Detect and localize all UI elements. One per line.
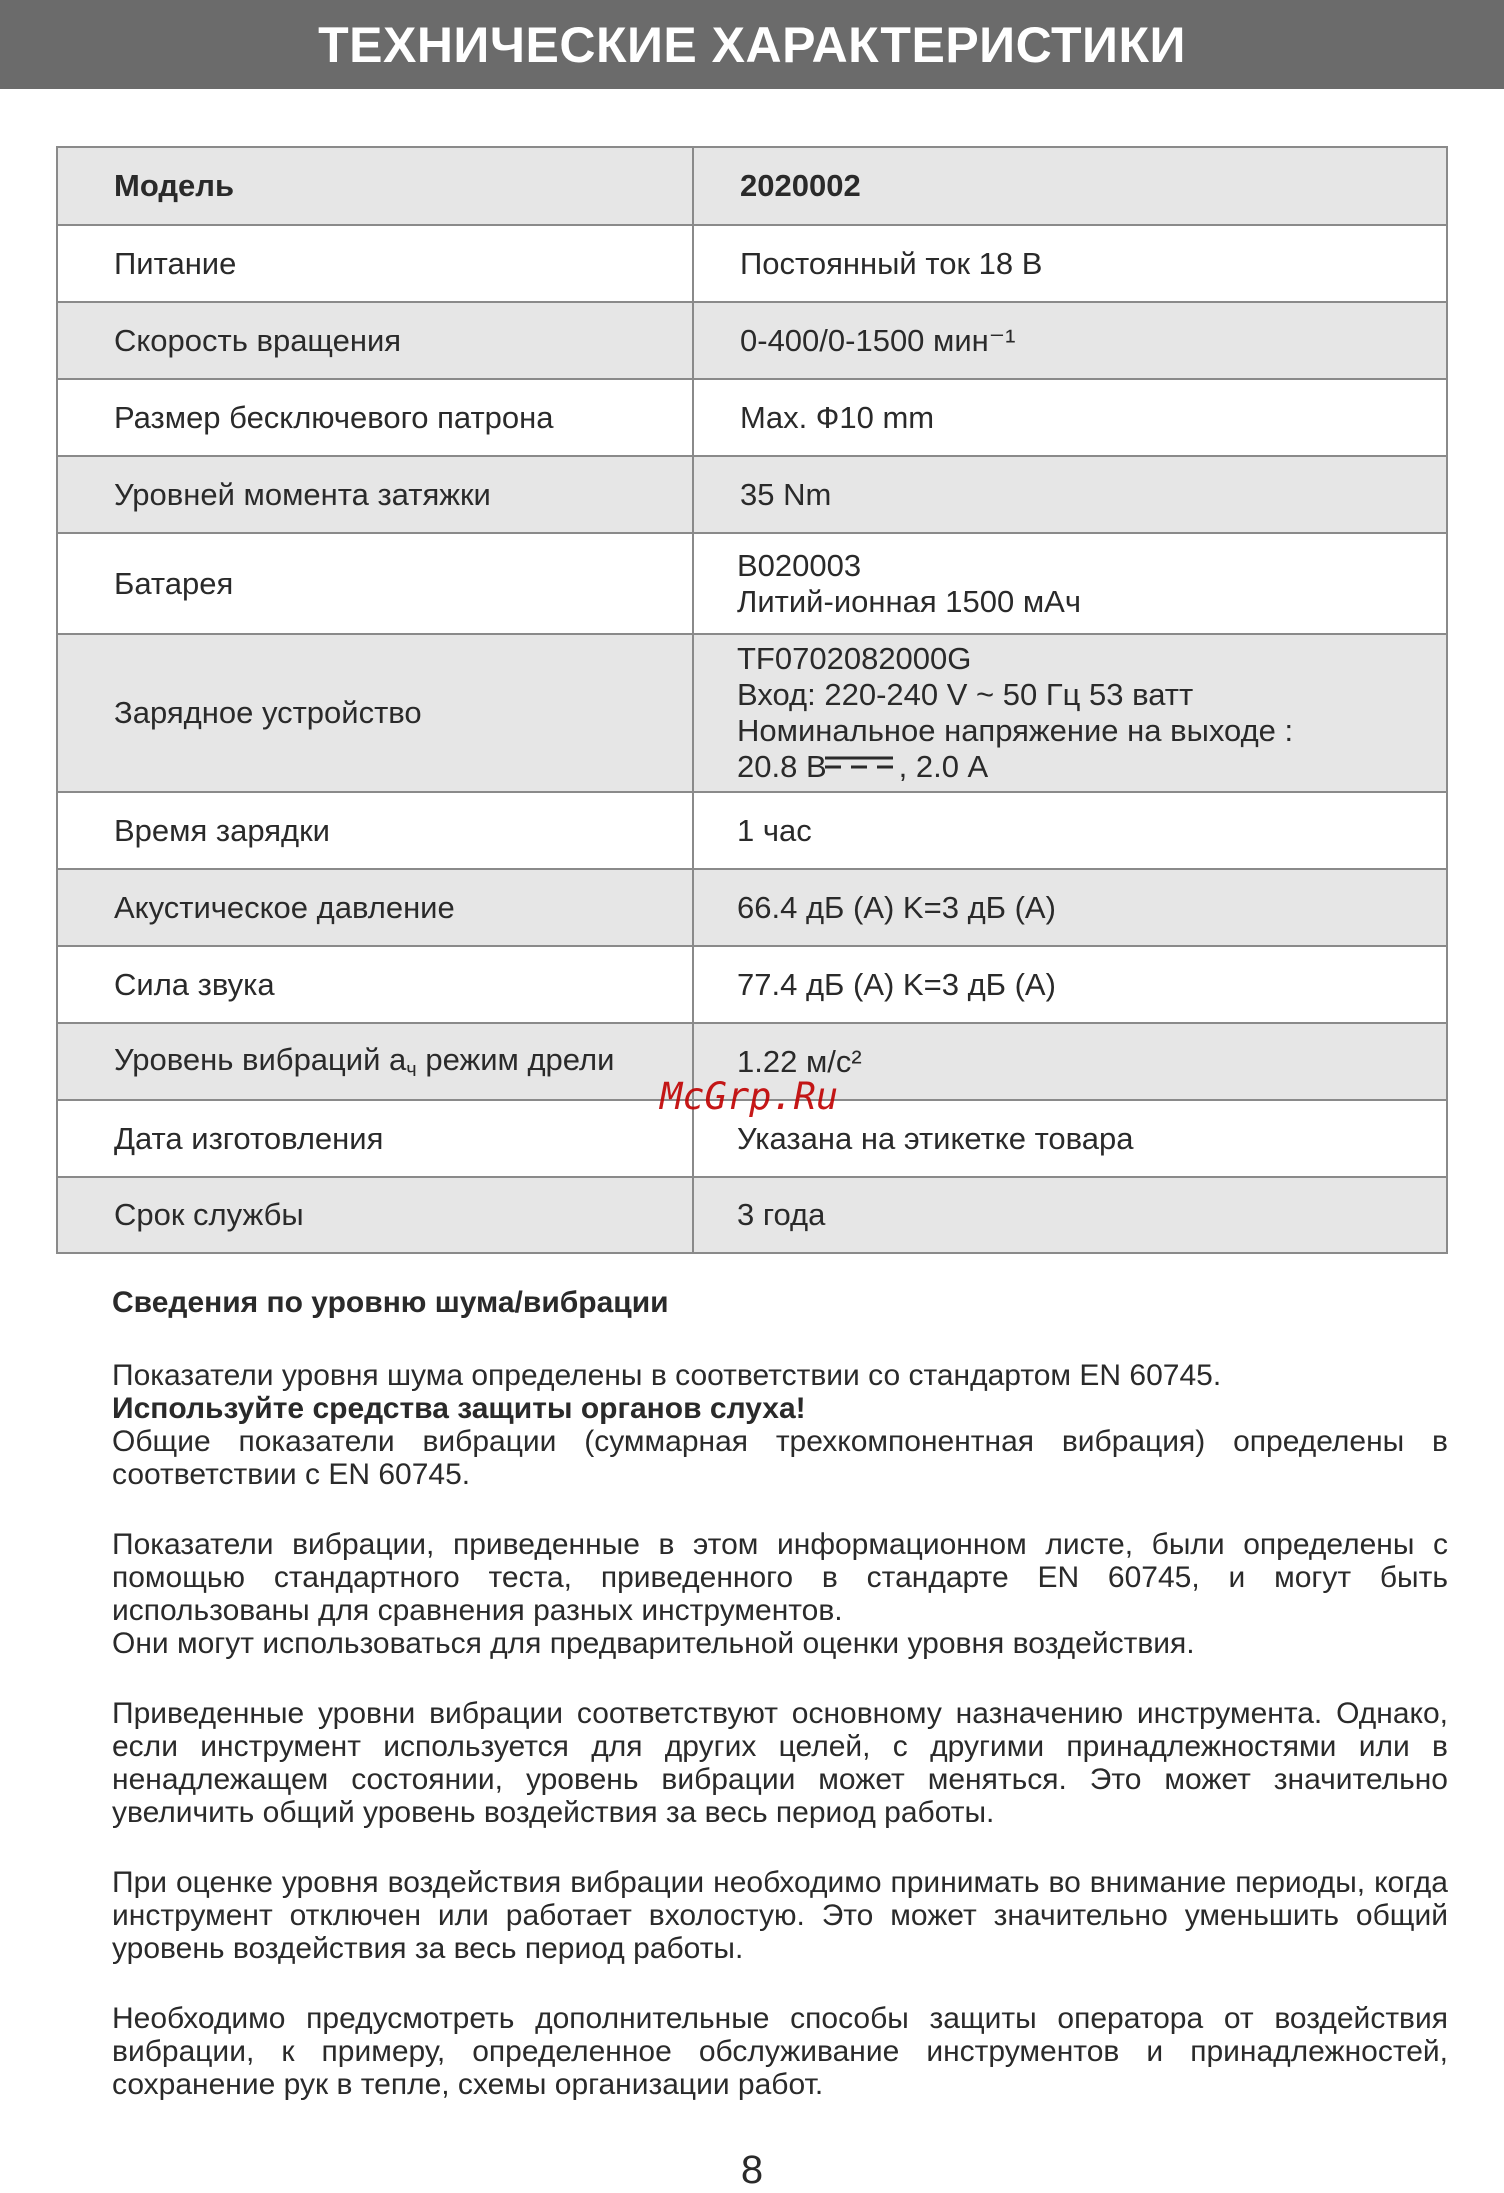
spec-label: Сила звука	[57, 946, 693, 1023]
output-voltage: 20.8 В	[737, 749, 827, 784]
table-row	[57, 946, 1447, 1023]
spec-value: 1.22 м/с²	[693, 1023, 1447, 1100]
spec-value: 1 час	[693, 792, 1447, 869]
paragraph: При оценке уровня воздействия вибрации необходимо принимать во внимание периоды, когда инструмент отключен или работает вхолостую. Это может значительно уменьшить общий уровень воздействия за весь период работы.	[112, 1866, 1448, 1965]
table-row	[57, 456, 1447, 533]
dc-symbol-icon	[825, 756, 893, 770]
paragraph: Показатели вибрации, приведенные в этом информационном листе, были определены с помощью стандартного теста, приведенного в стандарте EN 60745, и могут быть использованы для сравнения разных инструментов. Они могут использоваться для предварительной оценки уровня воздействия.	[112, 1528, 1448, 1660]
spec-value: TF0702082000G Вход: 220-240 V ~ 50 Гц 53 ватт Номинальное напряжение на выходе : 20.8 В , 2.0 А	[693, 634, 1447, 792]
header-bar	[0, 0, 1504, 89]
spec-label: Уровней момента затяжки	[57, 456, 693, 533]
table-row	[57, 792, 1447, 869]
spec-label: Питание	[57, 225, 693, 302]
noise-vibration-section	[112, 1286, 1448, 2138]
spec-label: Скорость вращения	[57, 302, 693, 379]
spec-label: Время зарядки	[57, 792, 693, 869]
table-row	[57, 533, 1447, 634]
paragraph: Показатели уровня шума определены в соответствии со стандартом EN 60745. Используйте средства защиты органов слуха! Общие показатели вибрации (суммарная трехкомпонентная вибрация) определены в соответствии с EN 60745.	[112, 1359, 1448, 1491]
section-title: Сведения по уровню шума/вибрации	[112, 1286, 669, 1319]
spec-value: 77.4 дБ (А) K=3 дБ (А)	[693, 946, 1447, 1023]
table-row	[57, 225, 1447, 302]
spec-value: 0-400/0-1500 мин⁻¹	[693, 302, 1447, 379]
table-row	[57, 634, 1447, 792]
spec-label: Размер бесключевого патрона	[57, 379, 693, 456]
spec-value: B020003 Литий-ионная 1500 мАч	[693, 533, 1447, 634]
paragraph: Необходимо предусмотреть дополнительные способы защиты оператора от воздействия вибрации, к примеру, определенное обслуживание инструментов и принадлежностей, сохранение рук в тепле, схемы организации работ.	[112, 2002, 1448, 2101]
page-title: ТЕХНИЧЕСКИЕ ХАРАКТЕРИСТИКИ	[318, 16, 1186, 73]
spec-label: Батарея	[57, 533, 693, 634]
spec-label: Зарядное устройство	[57, 634, 693, 792]
spec-value: Max. Ф10 mm	[693, 379, 1447, 456]
table-row	[57, 1177, 1447, 1253]
spec-label: Срок службы	[57, 1177, 693, 1253]
table-row	[57, 379, 1447, 456]
output-current: , 2.0 А	[898, 749, 989, 784]
warning-text: Используйте средства защиты органов слуха!	[112, 1392, 806, 1425]
spec-value: 66.4 дБ (А) K=3 дБ (А)	[693, 869, 1447, 946]
table-row	[57, 302, 1447, 379]
spec-label: Модель	[57, 147, 693, 225]
spec-value: Постоянный ток 18 В	[693, 225, 1447, 302]
spec-value: Указана на этикетке товара	[693, 1100, 1447, 1177]
spec-label: Акустическое давление	[57, 869, 693, 946]
page-number: 8	[740, 2148, 764, 2192]
spec-value: 3 года	[693, 1177, 1447, 1253]
paragraph: Приведенные уровни вибрации соответствуют основному назначению инструмента. Однако, если инструмент используется для других целей, с другими принадлежностями или в ненадлежащем состоянии, уровень вибрации может меняться. Это может значительно увеличить общий уровень воздействия за весь период работы.	[112, 1697, 1448, 1829]
watermark: McGrp.Ru	[660, 1075, 839, 1118]
table-row	[57, 147, 1447, 225]
spec-value: 2020002	[693, 147, 1447, 225]
spec-label: Уровень вибраций $a_ч$ режим дрели	[57, 1023, 693, 1100]
spec-label: Дата изготовления	[57, 1100, 693, 1177]
table-row	[57, 869, 1447, 946]
spec-value: 35 Nm	[693, 456, 1447, 533]
